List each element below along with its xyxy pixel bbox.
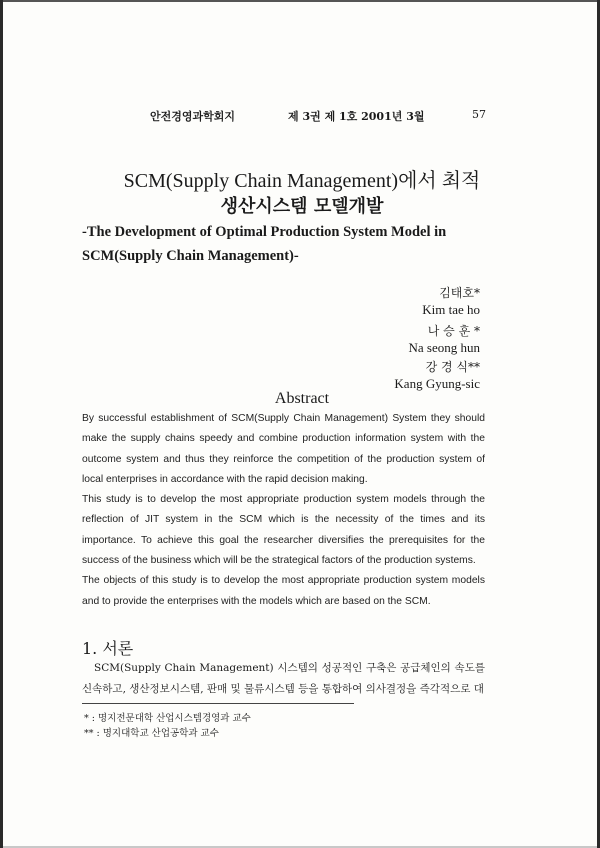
- title-korean-line2: 생산시스템 모델개발: [220, 196, 384, 217]
- journal-name: 안전경영과학회지: [150, 110, 236, 123]
- author-2-korean: 나 승 훈 *: [427, 324, 480, 338]
- footnote-1: * : 명지전문대학 산업시스템경영과 교수: [84, 713, 251, 724]
- abstract-paragraph: This study is to develop the most appropriate production system models through the reflection of JIT system in the SCM which is the necessity of the times and its importance. To achieve this goal the researcher diversifies the prerequisites for the success of the business which will be the strategical factors of the production systems.: [82, 494, 485, 567]
- issue-info: 제 3권 제 1호 2001년 3월: [288, 110, 425, 123]
- title-korean-line1: SCM(Supply Chain Management)에서 최적: [123, 170, 481, 192]
- scan-edge-top: [0, 0, 600, 2]
- author-3-korean: 강 경 식**: [425, 360, 480, 374]
- title-english: -The Development of Optimal Production System Model in SCM(Supply Chain Management)-: [82, 224, 447, 264]
- author-2-english: Na seong hun: [408, 340, 480, 355]
- author-1-english: Kim tae ho: [422, 302, 480, 317]
- footnote-divider: [82, 703, 354, 704]
- scan-edge-left: [0, 0, 3, 848]
- author-1-korean: 김태호*: [439, 286, 480, 300]
- author-3-english: Kang Gyung-sic: [394, 376, 480, 391]
- abstract-body: [82, 409, 485, 612]
- abstract-paragraph: The objects of this study is to develop the most appropriate production system models and to provide the enterprises with the models which are based on the SCM.: [82, 575, 485, 607]
- section-heading: 1. 서론: [82, 639, 134, 658]
- paper-page: [2, 2, 598, 846]
- section-paragraph: SCM(Supply Chain Management) 시스템의 성공적인 구축은 공급체인의 속도를 신속하고, 생산정보시스템, 판매 및 물류시스템 등을 통합하여 의사결정을 즉각적으로 대: [82, 662, 485, 695]
- footnote-2: ** : 명지대학교 산업공학과 교수: [84, 728, 219, 739]
- abstract-paragraph: By successful establishment of SCM(Supply Chain Management) System they should make the supply chains speedy and combine production information system with the outcome system and thus they reinforce the competition of the production system of local enterprises in accordance with the rapid decision making.: [82, 413, 485, 485]
- page-number: 57: [472, 108, 486, 121]
- abstract-heading: Abstract: [274, 390, 330, 407]
